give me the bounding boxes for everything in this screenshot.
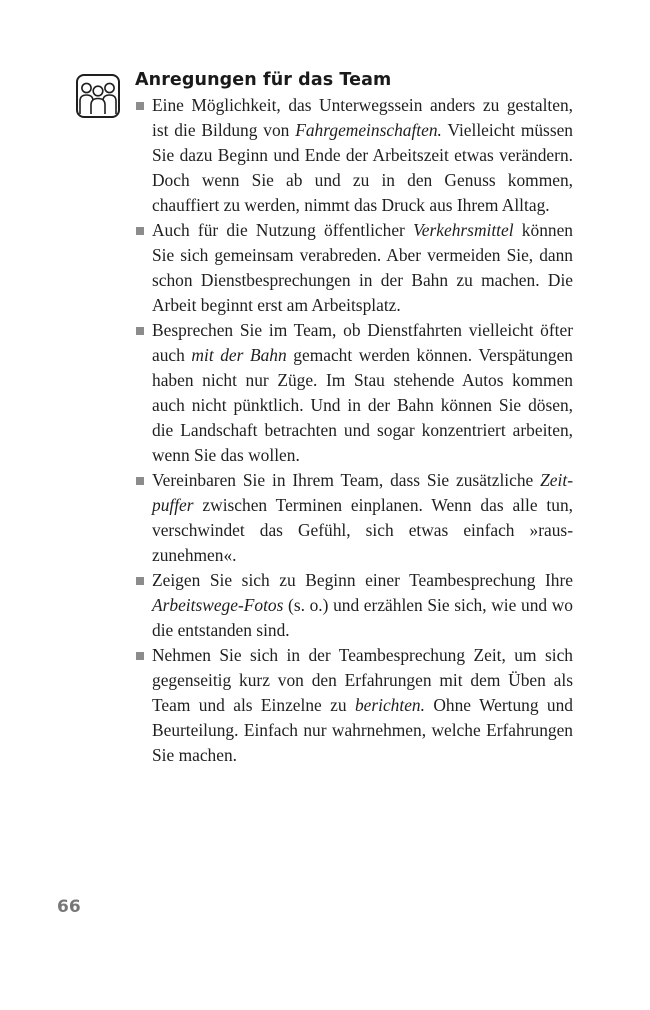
body-text: zwischen Terminen einplanen. Wenn das alle tun, verschwindet das Gefühl, sich etwas einfach »rauszunehmen«. [152,495,573,565]
bullet-item [152,318,573,468]
section-title: Anregungen für das Team [135,70,392,90]
bullet-item [152,218,573,318]
bullet-list [152,93,573,768]
body-text: Ohne Wertung und Beurteilung. Einfach nur wahrnehmen, welche Erfahrungen Sie machen. [152,695,573,765]
team-group-icon [76,74,120,118]
body-text: (s. o.) und erzählen Sie sich, wie und wo die entstanden sind. [152,595,573,640]
bullet-item [152,93,573,218]
page-number: 66 [57,897,81,917]
body-text: Nehmen Sie sich in der Teambesprechung Zeit, um sich gegenseitig kurz von den Erfahrungen mit dem Üben als Team und als Einzelne zu [152,645,573,715]
body-text: Vielleicht müssen Sie dazu Beginn und Ende der Arbeitszeit etwas verändern. Doch wenn Sie ab und zu in den Genuss kommen, chauffiert zu werden, nimmt das Druck aus Ihrem Alltag. [152,120,573,215]
emphasis-text: mit der Bahn [191,345,287,365]
emphasis-text: Fahrgemeinschaften. [295,120,442,140]
bullet-item [152,468,573,568]
body-text: Eine Möglichkeit, das Unterwegssein anders zu gestalten, ist die Bildung von [152,95,573,140]
body-text: Zeigen Sie sich zu Beginn einer Teambesprechung Ihre [152,570,573,590]
bullet-item [152,643,573,768]
bullet-item [152,568,573,643]
emphasis-text: Verkehrsmittel [413,220,514,240]
body-text: Besprechen Sie im Team, ob Dienstfahrten vielleicht öfter auch [152,320,573,365]
emphasis-text: Arbeitswege-Fotos [152,595,284,615]
body-text: gemacht werden können. Verspätungen haben nicht nur Züge. Im Stau stehende Autos kommen auch nicht pünktlich. Und in der Bahn können Sie dösen, die Landschaft betrachten und sogar konzentriert arbeiten, wenn Sie das wollen. [152,345,573,465]
body-text: können Sie sich gemeinsam verabreden. Aber vermeiden Sie, dann schon Dienstbesprechungen in der Bahn zu machen. Die Arbeit beginnt erst am Arbeitsplatz. [152,220,573,315]
emphasis-text: berichten. [354,695,425,715]
emphasis-text: Zeitpuffer [152,470,573,515]
body-text: Auch für die Nutzung öffentlicher [152,220,414,240]
body-text: Vereinbaren Sie in Ihrem Team, dass Sie zusätzliche [152,470,541,490]
